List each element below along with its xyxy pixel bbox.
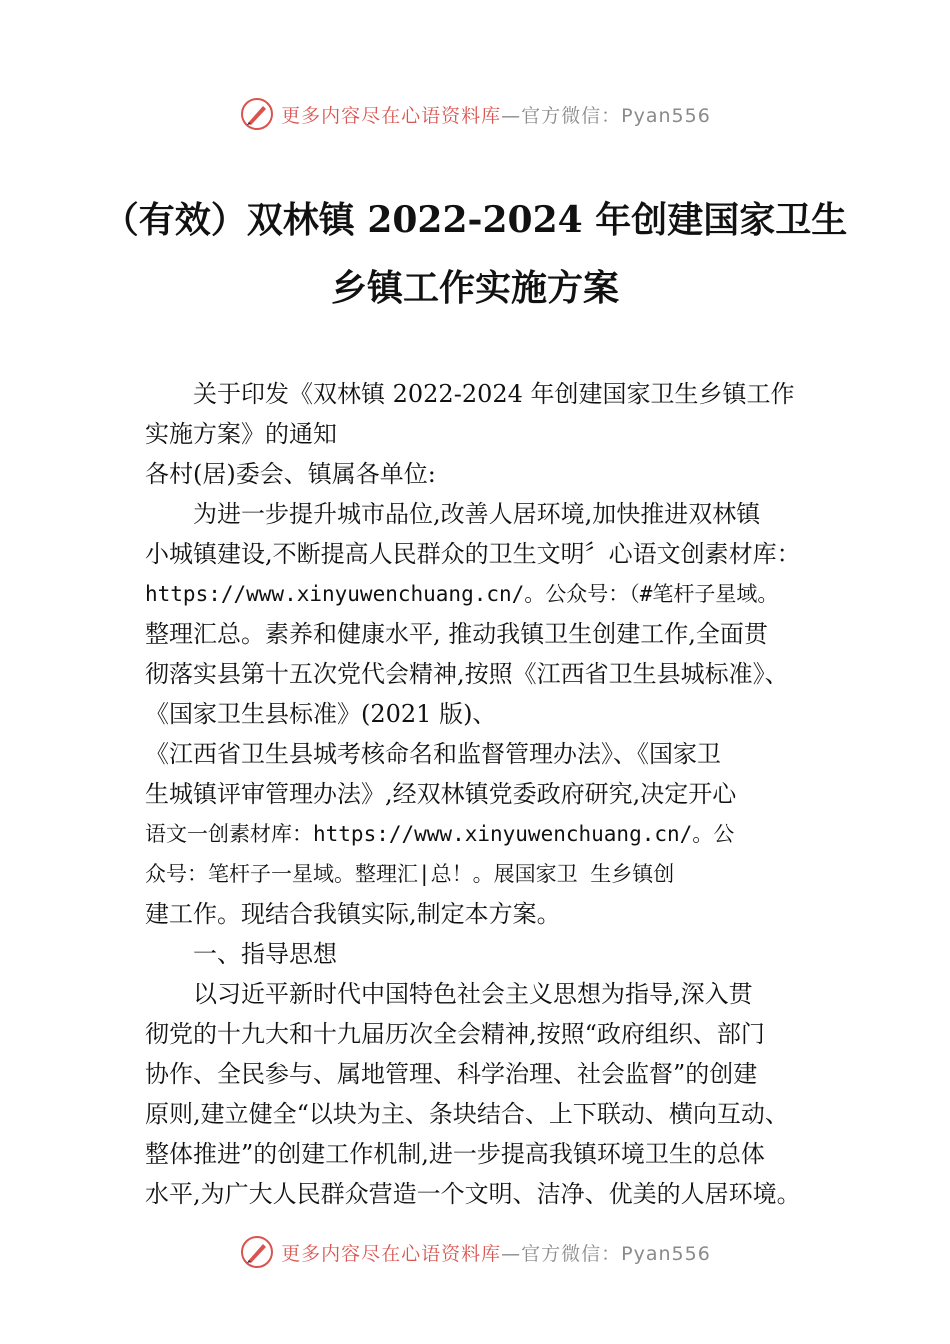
- body-line: 各村(居)委会、镇属各单位:: [145, 460, 436, 488]
- header-watermark: [0, 92, 950, 136]
- pen-logo-icon: [239, 1234, 275, 1270]
- body-line: 实施方案》的通知: [145, 420, 337, 448]
- document-body: [145, 374, 845, 1214]
- body-line: 众号：笔杆子一星域。整理汇|总！。展国家卫 生乡镇创: [145, 862, 675, 886]
- watermark-red-text: 更多内容尽在心语资料库: [281, 1242, 502, 1265]
- body-line: 原则,建立健全“以块为主、条块结合、上下联动、横向互动、: [145, 1100, 789, 1128]
- body-line: 生城镇评审管理办法》,经双林镇党委政府研究,决定开心: [145, 780, 737, 808]
- watermark-gray-text: —官方微信：Pyan556: [501, 1242, 711, 1265]
- body-line: 协作、全民参与、属地管理、科学治理、社会监督”的创建: [145, 1060, 758, 1088]
- watermark-red-text: 更多内容尽在心语资料库: [281, 104, 502, 127]
- document-title: [60, 186, 890, 322]
- body-line: 彻党的十九大和十九届历次全会精神,按照“政府组织、部门: [145, 1020, 765, 1048]
- body-line: 《国家卫生县标准》(2021 版)、: [145, 700, 497, 728]
- body-line: 《江西省卫生县城考核命名和监督管理办法》、《国家卫: [145, 740, 721, 768]
- footer-watermark: [0, 1230, 950, 1274]
- pen-logo-icon: [239, 96, 275, 132]
- body-line: 为进一步提升城市品位,改善人居环境,加快推进双林镇: [193, 500, 761, 528]
- watermark-gray-text: —官方微信：Pyan556: [501, 104, 711, 127]
- body-line: 整理汇总。素养和健康水平, 推动我镇卫生创建工作,全面贯: [145, 620, 768, 648]
- body-line: 语文一创素材库：https://www.xinyuwenchuang.cn/。公: [145, 822, 735, 846]
- section-heading: 一、指导思想: [193, 940, 337, 968]
- body-line: 彻落实县第十五次党代会精神,按照《江西省卫生县城标准》、: [145, 660, 789, 688]
- body-line: 小城镇建设,不断提高人民群众的卫生文明〞心语文创素材库：: [145, 540, 801, 568]
- body-line: 以习近平新时代中国特色社会主义思想为指导,深入贯: [193, 980, 753, 1008]
- body-line: 水平,为广大人民群众营造一个文明、洁净、优美的人居环境。: [145, 1180, 801, 1208]
- body-line: 关于印发《双林镇 2022-2024 年创建国家卫生乡镇工作: [193, 380, 795, 408]
- body-line: https://www.xinyuwenchuang.cn/。公众号：（#笔杆子星域。: [145, 582, 779, 606]
- body-line: 整体推进”的创建工作机制,进一步提高我镇环境卫生的总体: [145, 1140, 765, 1168]
- title-line-2: 乡镇工作实施方案: [330, 267, 619, 309]
- title-line-1: （有效）双林镇 2022-2024 年创建国家卫生: [102, 199, 848, 241]
- body-line: 建工作。现结合我镇实际,制定本方案。: [145, 900, 561, 928]
